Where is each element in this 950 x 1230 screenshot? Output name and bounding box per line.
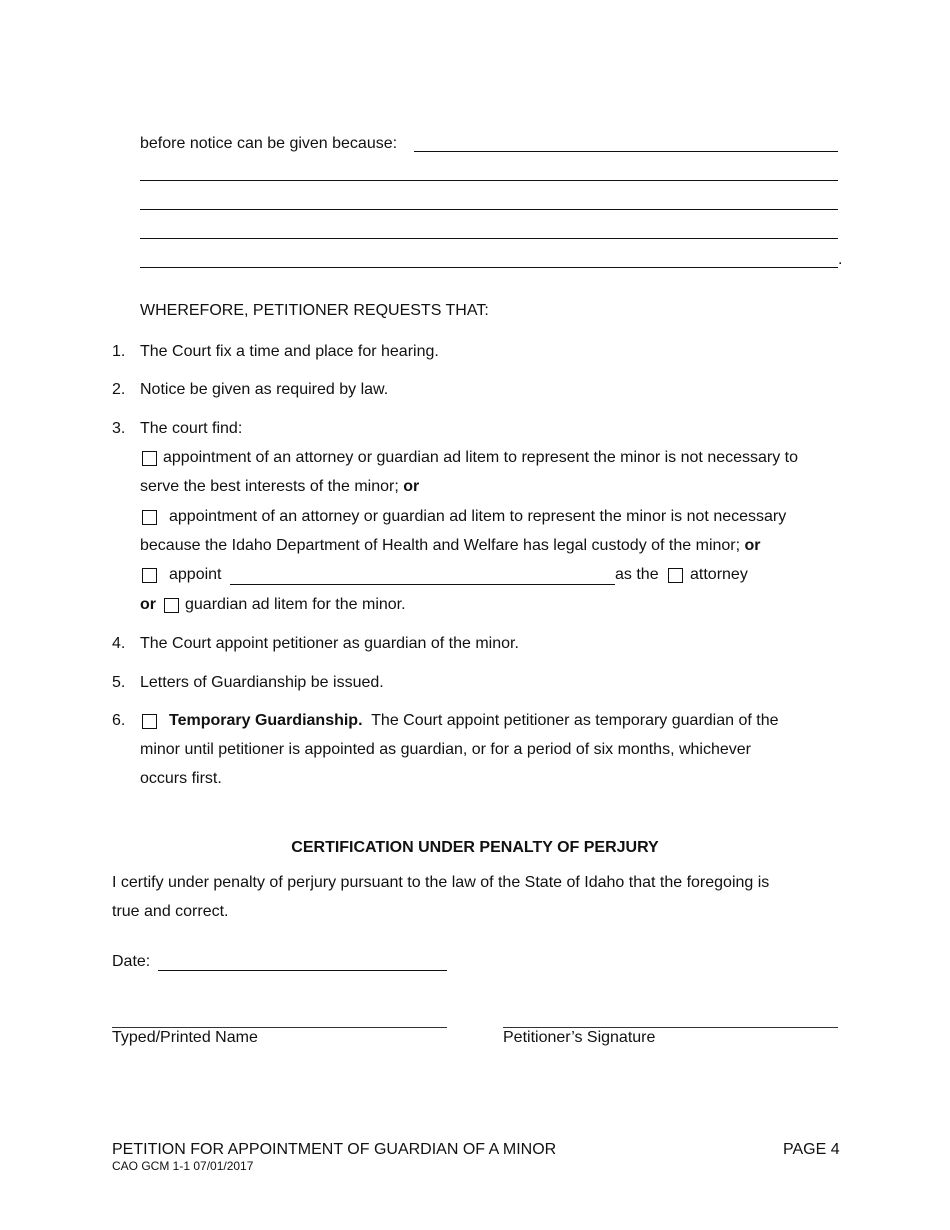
guardian-ad-litem-label: guardian ad litem for the minor. (185, 596, 406, 613)
item-text: Notice be given as required by law. (140, 381, 389, 398)
checkbox-appoint[interactable] (142, 568, 157, 583)
option-text-cont (140, 478, 419, 496)
date-field[interactable] (158, 970, 447, 971)
certification-heading: CERTIFICATION UNDER PENALTY OF PERJURY (291, 839, 659, 856)
checkbox-attorney[interactable] (668, 568, 683, 583)
printed-name-label: Typed/Printed Name (112, 1029, 258, 1046)
item-text: The court find: (140, 420, 243, 437)
notice-reason-field-2[interactable] (140, 180, 838, 181)
printed-name-field[interactable] (112, 1027, 447, 1028)
notice-reason-field-5[interactable] (140, 267, 838, 268)
or-label: or (140, 596, 156, 613)
option-text: appointment of an attorney or guardian ad litem to represent the minor is not necessary (169, 508, 787, 525)
option-text: appointment of an attorney or guardian ad litem to represent the minor is not necessary to (163, 449, 799, 466)
certification-text: true and correct. (112, 903, 229, 920)
certification-text: I certify under penalty of perjury pursuant to the law of the State of Idaho that the foregoing is (112, 874, 770, 891)
or-label: or (744, 537, 761, 554)
notice-reason-field-4[interactable] (140, 238, 838, 239)
item-number: 3. (112, 420, 126, 437)
attorney-label: attorney (690, 566, 748, 583)
item-text: The Court appoint petitioner as guardian of the minor. (140, 635, 519, 652)
checkbox-temporary-guardianship[interactable] (142, 714, 157, 729)
item-number: 6. (112, 712, 126, 729)
option-text: serve the best interests of the minor; (140, 478, 399, 495)
signature-field[interactable] (503, 1027, 838, 1028)
item-number: 2. (112, 381, 126, 398)
footer-form-code: CAO GCM 1-1 07/01/2017 (112, 1159, 254, 1173)
footer-page-number: PAGE 4 (783, 1141, 840, 1158)
item-number: 1. (112, 343, 126, 360)
notice-reason-field-1[interactable] (414, 151, 838, 152)
notice-reason-period: . (838, 251, 843, 268)
option-text: because the Idaho Department of Health and Welfare has legal custody of the minor; (140, 537, 741, 554)
item-text: The Court fix a time and place for hearing. (140, 343, 439, 360)
signature-label: Petitioner’s Signature (503, 1029, 656, 1046)
appointee-name-field[interactable] (230, 584, 615, 585)
item-number: 4. (112, 635, 126, 652)
notice-reason-label: before notice can be given because: (140, 135, 398, 152)
checkbox-guardian-ad-litem[interactable] (164, 598, 179, 613)
appoint-label: appoint (169, 566, 222, 583)
item-number: 5. (112, 674, 126, 691)
temporary-guardianship-line (169, 712, 779, 730)
temporary-guardianship-title: Temporary Guardianship. (169, 712, 363, 729)
footer-form-title: PETITION FOR APPOINTMENT OF GUARDIAN OF A MINOR (112, 1141, 557, 1158)
or-label: or (403, 478, 420, 495)
checkbox-no-representation-idhw-custody[interactable] (142, 510, 157, 525)
item-text: occurs first. (140, 770, 222, 787)
date-label: Date: (112, 953, 151, 970)
item-text: The Court appoint petitioner as temporary guardian of the (371, 712, 779, 729)
item-text: minor until petitioner is appointed as guardian, or for a period of six months, whichever (140, 741, 751, 758)
item-text: Letters of Guardianship be issued. (140, 674, 384, 691)
checkbox-no-representation-best-interests[interactable] (142, 451, 157, 466)
as-the-label: as the (615, 566, 659, 583)
option-text-cont (140, 537, 761, 555)
notice-reason-field-3[interactable] (140, 209, 838, 210)
wherefore-heading: WHEREFORE, PETITIONER REQUESTS THAT: (140, 302, 489, 319)
